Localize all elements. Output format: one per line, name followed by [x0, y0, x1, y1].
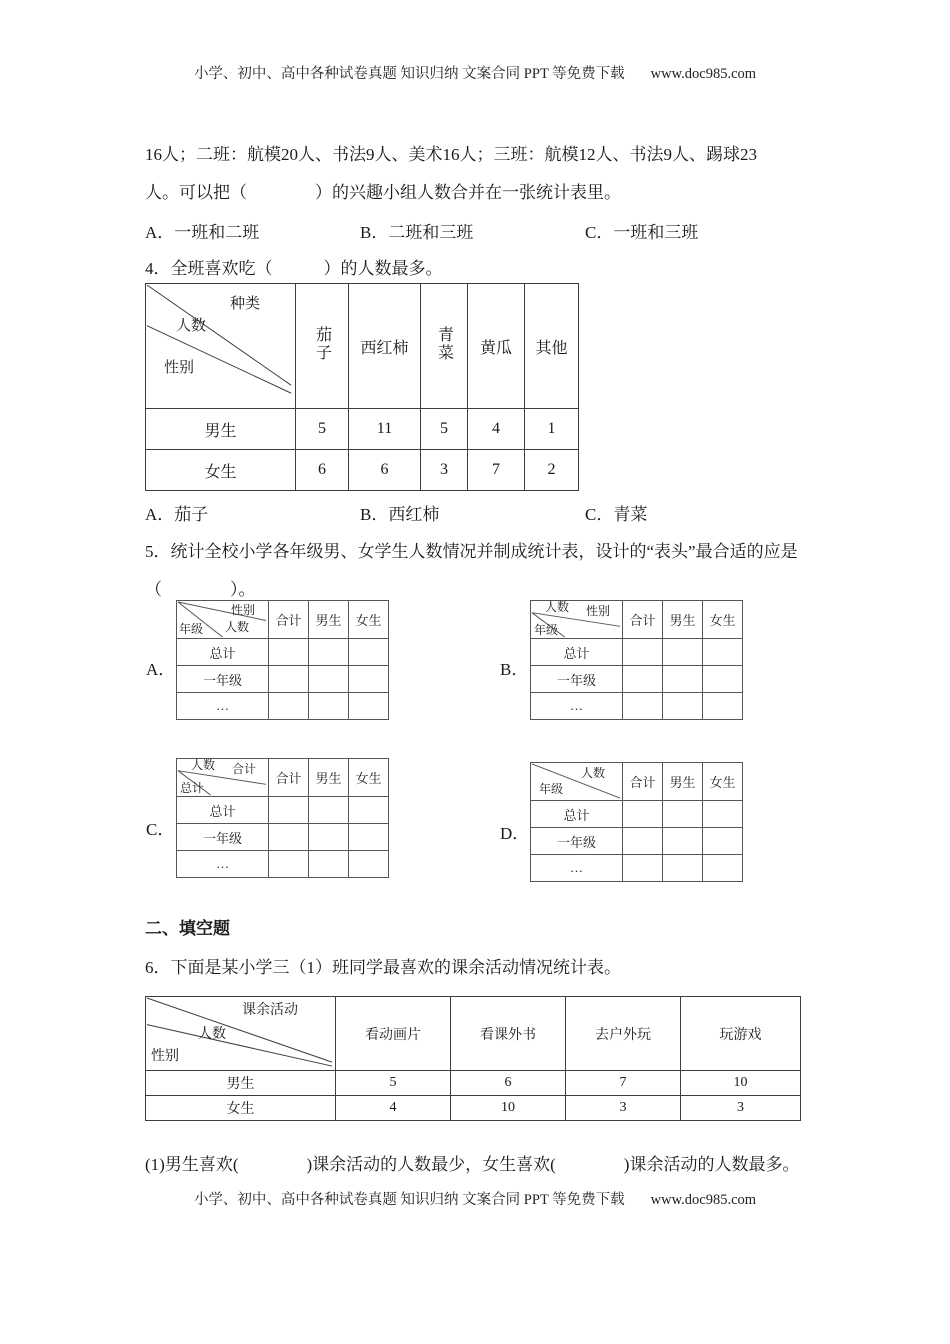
- q4-cell: 6: [296, 450, 349, 491]
- q4-col-header: 黄瓜: [468, 284, 525, 409]
- page-header: [0, 62, 950, 83]
- q3-line2: 人。可以把（ ）的兴趣小组人数合并在一张统计表里。: [145, 183, 621, 202]
- q4-text: 4．全班喜欢吃（ ）的人数最多。: [145, 259, 443, 278]
- empty-cell: [663, 801, 703, 828]
- row-label: 总计: [177, 797, 269, 824]
- diagonal-lines-icon: [146, 284, 295, 408]
- empty-cell: [703, 666, 743, 693]
- empty-cell: [623, 639, 663, 666]
- corner-label: 人数: [225, 620, 250, 634]
- row-label: 总计: [531, 639, 623, 666]
- corner-label: 年级: [179, 622, 204, 636]
- empty-cell: [703, 639, 743, 666]
- q6-col-header: 看动画片: [336, 997, 451, 1071]
- q6-col-header: 看课外书: [451, 997, 566, 1071]
- col-header: 合计: [269, 601, 309, 639]
- q6-text: 6．下面是某小学三（1）班同学最喜欢的课余活动情况统计表。: [145, 958, 621, 977]
- q4-table-corner-cell: [146, 284, 296, 409]
- q3-option-b: B．二班和三班: [360, 223, 474, 242]
- q6-cell: 3: [566, 1096, 681, 1121]
- empty-cell: [623, 801, 663, 828]
- page-footer: [0, 1188, 950, 1209]
- q6-cell: 3: [681, 1096, 801, 1121]
- corner-label: 性别: [231, 603, 256, 617]
- header-text: 小学、初中、高中各种试卷真题 知识归纳 文案合同 PPT 等免费下载: [193, 66, 625, 82]
- empty-cell: [663, 666, 703, 693]
- empty-cell: [349, 824, 389, 851]
- row-label: 总计: [177, 639, 269, 666]
- q6-sub1: (1)男生喜欢( )课余活动的人数最少，女生喜欢( )课余活动的人数最多。: [145, 1155, 800, 1174]
- q4-col-header: 茄子: [296, 284, 349, 409]
- row-label: 总计: [531, 801, 623, 828]
- empty-cell: [663, 855, 703, 882]
- col-header: 合计: [623, 601, 663, 639]
- footer-text: 小学、初中、高中各种试卷真题 知识归纳 文案合同 PPT 等免费下载: [193, 1192, 625, 1208]
- q6-cell: 10: [681, 1071, 801, 1096]
- q6-row-label: 男生: [146, 1071, 336, 1096]
- section-heading: 二、填空题: [145, 919, 230, 938]
- row-label: …: [177, 693, 269, 720]
- corner-label: 年级: [539, 782, 564, 796]
- corner-label-count: 人数: [198, 1027, 226, 1042]
- q4-cell: 7: [468, 450, 525, 491]
- empty-cell: [269, 693, 309, 720]
- q6-cell: 10: [451, 1096, 566, 1121]
- empty-cell: [703, 855, 743, 882]
- q5-line2: （ ）。: [145, 580, 256, 599]
- corner-label-gender: 性别: [151, 1049, 179, 1064]
- empty-cell: [623, 828, 663, 855]
- q6-table: [145, 996, 801, 1121]
- empty-cell: [269, 851, 309, 878]
- q5-option-c-label: C．: [146, 820, 175, 839]
- header-url: www.doc985.com: [650, 66, 757, 82]
- q3-line1: 16人；二班：航模20人、书法9人、美术16人；三班：航模12人、书法9人、踢球23: [145, 145, 757, 164]
- empty-cell: [269, 639, 309, 666]
- empty-cell: [623, 693, 663, 720]
- corner-cell: [177, 601, 269, 639]
- empty-cell: [309, 639, 349, 666]
- corner-cell: [531, 763, 623, 801]
- empty-cell: [663, 693, 703, 720]
- row-label: 一年级: [531, 666, 623, 693]
- row-label: …: [177, 851, 269, 878]
- corner-label: 年级: [534, 623, 559, 637]
- row-label: 一年级: [177, 824, 269, 851]
- corner-label-activity: 课余活动: [242, 1003, 298, 1018]
- col-header: 女生: [349, 759, 389, 797]
- corner-label: 合计: [232, 762, 257, 776]
- q5-line1: 5．统计全校小学各年级男、女学生人数情况并制成统计表，设计的“表头”最合适的应是: [145, 542, 798, 561]
- col-header: 合计: [269, 759, 309, 797]
- row-label: …: [531, 855, 623, 882]
- row-label: 一年级: [531, 828, 623, 855]
- corner-cell: [531, 601, 623, 639]
- empty-cell: [269, 666, 309, 693]
- q4-option-a: A．茄子: [145, 505, 209, 524]
- q6-cell: 6: [451, 1071, 566, 1096]
- q5-option-b-table: [530, 600, 743, 720]
- corner-cell: [177, 759, 269, 797]
- empty-cell: [623, 666, 663, 693]
- col-header: 女生: [349, 601, 389, 639]
- corner-label: 人数: [581, 766, 606, 780]
- q5-option-c-table: [176, 758, 389, 878]
- q4-cell: 5: [421, 409, 468, 450]
- q5-option-d-label: D．: [500, 824, 530, 843]
- q4-row-label: 女生: [146, 450, 296, 491]
- empty-cell: [309, 824, 349, 851]
- col-header: 女生: [703, 601, 743, 639]
- empty-cell: [309, 666, 349, 693]
- q4-col-header: 其他: [525, 284, 579, 409]
- col-header: 男生: [663, 601, 703, 639]
- q5-option-b-label: B．: [500, 660, 529, 679]
- q4-cell: 5: [296, 409, 349, 450]
- q3-option-c: C．一班和三班: [585, 223, 699, 242]
- q6-cell: 5: [336, 1071, 451, 1096]
- corner-label: 人数: [191, 758, 216, 772]
- q6-cell: 4: [336, 1096, 451, 1121]
- empty-cell: [703, 693, 743, 720]
- q6-col-header: 去户外玩: [566, 997, 681, 1071]
- q4-cell: 2: [525, 450, 579, 491]
- q6-col-header: 玩游戏: [681, 997, 801, 1071]
- col-header: 男生: [309, 601, 349, 639]
- empty-cell: [349, 851, 389, 878]
- empty-cell: [349, 666, 389, 693]
- empty-cell: [349, 639, 389, 666]
- q6-cell: 7: [566, 1071, 681, 1096]
- col-header: 女生: [703, 763, 743, 801]
- col-header: 男生: [309, 759, 349, 797]
- corner-label-count: 人数: [176, 318, 207, 334]
- q5-option-d-table: [530, 762, 743, 882]
- col-header: 男生: [663, 763, 703, 801]
- q4-col-header: 青菜: [421, 284, 468, 409]
- corner-label: 人数: [545, 600, 570, 614]
- corner-label-type: 种类: [230, 296, 261, 312]
- col-header: 合计: [623, 763, 663, 801]
- empty-cell: [309, 693, 349, 720]
- q4-col-header: 西红柿: [349, 284, 421, 409]
- q4-table: [145, 283, 579, 491]
- empty-cell: [703, 828, 743, 855]
- q3-option-a: A．一班和二班: [145, 223, 260, 242]
- corner-label-gender: 性别: [164, 360, 195, 376]
- q4-cell: 4: [468, 409, 525, 450]
- empty-cell: [349, 797, 389, 824]
- q4-option-c: C．青菜: [585, 505, 648, 524]
- q5-option-a-table: [176, 600, 389, 720]
- empty-cell: [309, 797, 349, 824]
- row-label: …: [531, 693, 623, 720]
- corner-label: 性别: [586, 604, 611, 618]
- empty-cell: [269, 824, 309, 851]
- q4-cell: 6: [349, 450, 421, 491]
- q4-row-label: 男生: [146, 409, 296, 450]
- empty-cell: [623, 855, 663, 882]
- empty-cell: [703, 801, 743, 828]
- empty-cell: [663, 639, 703, 666]
- corner-label: 总计: [180, 781, 205, 795]
- row-label: 一年级: [177, 666, 269, 693]
- q4-cell: 1: [525, 409, 579, 450]
- q5-option-a-label: A．: [146, 660, 176, 679]
- empty-cell: [663, 828, 703, 855]
- q4-cell: 3: [421, 450, 468, 491]
- q4-option-b: B．西红柿: [360, 505, 440, 524]
- q6-row-label: 女生: [146, 1096, 336, 1121]
- empty-cell: [269, 797, 309, 824]
- empty-cell: [309, 851, 349, 878]
- q4-cell: 11: [349, 409, 421, 450]
- q6-table-corner-cell: [146, 997, 336, 1071]
- footer-url: www.doc985.com: [650, 1192, 757, 1208]
- empty-cell: [349, 693, 389, 720]
